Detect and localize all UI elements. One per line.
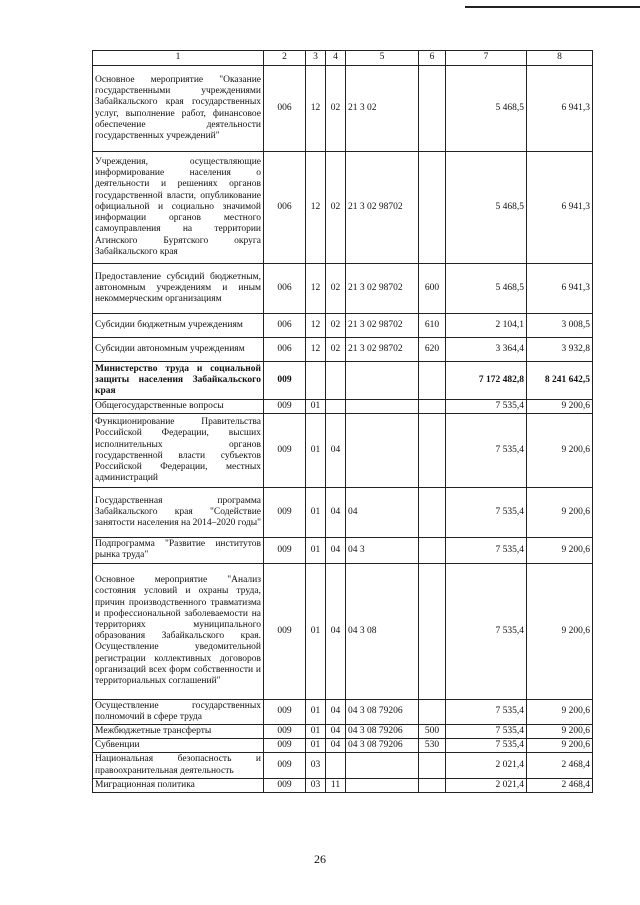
ministry-code-cell: 009 [264,739,306,753]
subsection-code-cell: 02 [326,152,346,264]
amount-year1-cell: 2 021,4 [446,753,527,778]
row-name-cell: Субсидии бюджетным учреждениям [93,314,264,338]
subsection-code-cell: 02 [326,338,346,362]
section-code-cell: 01 [306,699,326,724]
amount-year2-cell: 9 200,6 [527,538,593,563]
table-row [93,338,593,362]
row-name-cell: Функционирование Правительства Российской Федерации, высших исполнительных органов государственной власти субъектов Российской Федерации, местных администраций [93,414,264,488]
target-article-cell: 04 3 08 79206 [346,739,419,753]
section-code-cell: 01 [306,414,326,488]
section-code-cell [306,362,326,400]
expense-type-cell [419,152,446,264]
ministry-code-cell: 009 [264,488,306,538]
expense-type-cell [419,699,446,724]
section-code-cell: 01 [306,725,326,739]
section-code-cell: 12 [306,338,326,362]
table-row [93,152,593,264]
subsection-code-cell: 04 [326,699,346,724]
subsection-code-cell [326,753,346,778]
row-name-cell: Учреждения, осуществляющие информирование населения о деятельности и решениях органов государственной власти, опубликование официальной и социально значимой информации органов местного самоуправления на территории Агинского Бурятского округа Забайкальского края [93,152,264,264]
subsection-code-cell: 04 [326,739,346,753]
section-code-cell: 12 [306,264,326,314]
header-cell: 5 [346,51,419,66]
amount-year2-cell: 2 468,4 [527,778,593,792]
amount-year2-cell: 8 241 642,5 [527,362,593,400]
top-rule [465,6,640,8]
ministry-code-cell: 006 [264,314,306,338]
row-name-cell: Межбюджетные трансферты [93,725,264,739]
target-article-cell: 21 3 02 [346,66,419,152]
ministry-code-cell: 009 [264,414,306,488]
section-code-cell: 01 [306,538,326,563]
row-name-cell: Министерство труда и социальной защиты населения Забайкальского края [93,362,264,400]
target-article-cell: 21 3 02 98702 [346,264,419,314]
row-name-cell: Основное мероприятие "Анализ состояния условий и охраны труда, причин производственного травматизма и профессиональной заболеваемости на территориях муниципального образования Забайкальского края. Осуществление уведомительной регистрации коллективных договоров организаций всех форм собственности и территориальных соглашений" [93,563,264,699]
amount-year2-cell: 9 200,6 [527,414,593,488]
table-row [93,362,593,400]
ministry-code-cell: 009 [264,753,306,778]
amount-year1-cell: 2 104,1 [446,314,527,338]
table-row [93,753,593,778]
expense-type-cell [419,778,446,792]
section-code-cell: 03 [306,778,326,792]
expense-type-cell [419,400,446,414]
section-code-cell: 12 [306,314,326,338]
row-name-cell: Национальная безопасность и правоохранительная деятельность [93,753,264,778]
amount-year2-cell: 9 200,6 [527,563,593,699]
row-name-cell: Осуществление государственных полномочий в сфере труда [93,699,264,724]
expense-type-cell [419,538,446,563]
table-row [93,563,593,699]
amount-year1-cell: 7 172 482,8 [446,362,527,400]
amount-year2-cell: 9 200,6 [527,739,593,753]
amount-year1-cell: 7 535,4 [446,538,527,563]
expense-type-cell: 620 [419,338,446,362]
amount-year1-cell: 7 535,4 [446,400,527,414]
row-name-cell: Предоставление субсидий бюджетным, автономным учреждениям и иным некоммерческим организациям [93,264,264,314]
amount-year2-cell: 3 008,5 [527,314,593,338]
subsection-code-cell: 02 [326,66,346,152]
amount-year2-cell: 2 468,4 [527,753,593,778]
table-row [93,538,593,563]
expense-type-cell [419,362,446,400]
amount-year1-cell: 7 535,4 [446,699,527,724]
target-article-cell: 21 3 02 98702 [346,338,419,362]
expense-type-cell [419,563,446,699]
row-name-cell: Государственная программа Забайкальского края "Содействие занятости населения на 2014–2020 годы" [93,488,264,538]
table-row [93,739,593,753]
target-article-cell: 21 3 02 98702 [346,152,419,264]
section-code-cell: 01 [306,563,326,699]
row-name-cell: Основное мероприятие "Оказание государственными учреждениями Забайкальского края государственных услуг, выполнение работ, финансовое обеспечение деятельности государственных учреждений" [93,66,264,152]
header-cell: 6 [419,51,446,66]
row-name-cell: Подпрограмма "Развитие институтов рынка труда" [93,538,264,563]
header-cell: 1 [93,51,264,66]
ministry-code-cell: 006 [264,264,306,314]
table-row [93,725,593,739]
expense-type-cell: 530 [419,739,446,753]
subsection-code-cell [326,400,346,414]
section-code-cell: 12 [306,152,326,264]
amount-year1-cell: 7 535,4 [446,563,527,699]
table-header-row [93,51,593,66]
amount-year1-cell: 7 535,4 [446,739,527,753]
header-cell: 3 [306,51,326,66]
table-row [93,314,593,338]
table-row [93,778,593,792]
ministry-code-cell: 006 [264,66,306,152]
amount-year1-cell: 7 535,4 [446,414,527,488]
target-article-cell [346,414,419,488]
amount-year2-cell: 6 941,3 [527,66,593,152]
amount-year2-cell: 6 941,3 [527,264,593,314]
table-row [93,488,593,538]
subsection-code-cell: 02 [326,264,346,314]
section-code-cell: 03 [306,753,326,778]
amount-year1-cell: 2 021,4 [446,778,527,792]
header-cell: 2 [264,51,306,66]
amount-year1-cell: 5 468,5 [446,152,527,264]
ministry-code-cell: 006 [264,152,306,264]
row-name-cell: Миграционная политика [93,778,264,792]
expense-type-cell [419,66,446,152]
header-cell: 7 [446,51,527,66]
subsection-code-cell [326,362,346,400]
table-row [93,66,593,152]
ministry-code-cell: 009 [264,400,306,414]
amount-year1-cell: 5 468,5 [446,264,527,314]
amount-year2-cell: 3 932,8 [527,338,593,362]
expense-type-cell [419,488,446,538]
target-article-cell: 04 [346,488,419,538]
amount-year1-cell: 5 468,5 [446,66,527,152]
section-code-cell: 01 [306,400,326,414]
subsection-code-cell: 02 [326,314,346,338]
target-article-cell: 04 3 08 [346,563,419,699]
table-row [93,264,593,314]
header-cell: 4 [326,51,346,66]
header-cell: 8 [527,51,593,66]
row-name-cell: Общегосударственные вопросы [93,400,264,414]
section-code-cell: 01 [306,488,326,538]
expense-type-cell [419,414,446,488]
target-article-cell [346,753,419,778]
amount-year2-cell: 9 200,6 [527,725,593,739]
expense-type-cell: 500 [419,725,446,739]
subsection-code-cell: 04 [326,538,346,563]
subsection-code-cell: 04 [326,488,346,538]
ministry-code-cell: 009 [264,563,306,699]
table-row [93,414,593,488]
row-name-cell: Субсидии автономным учреждениям [93,338,264,362]
section-code-cell: 01 [306,739,326,753]
expense-type-cell: 600 [419,264,446,314]
amount-year2-cell: 9 200,6 [527,699,593,724]
expense-type-cell [419,753,446,778]
target-article-cell: 21 3 02 98702 [346,314,419,338]
target-article-cell: 04 3 08 79206 [346,699,419,724]
ministry-code-cell: 009 [264,362,306,400]
ministry-code-cell: 009 [264,538,306,563]
section-code-cell: 12 [306,66,326,152]
amount-year2-cell: 9 200,6 [527,400,593,414]
ministry-code-cell: 009 [264,778,306,792]
budget-table [92,50,593,793]
ministry-code-cell: 006 [264,338,306,362]
ministry-code-cell: 009 [264,725,306,739]
target-article-cell: 04 3 08 79206 [346,725,419,739]
expense-type-cell: 610 [419,314,446,338]
ministry-code-cell: 009 [264,699,306,724]
target-article-cell [346,400,419,414]
table-row [93,400,593,414]
page-number: 26 [314,852,326,866]
amount-year1-cell: 3 364,4 [446,338,527,362]
table-row [93,699,593,724]
amount-year2-cell: 6 941,3 [527,152,593,264]
row-name-cell: Субвенции [93,739,264,753]
target-article-cell: 04 3 [346,538,419,563]
subsection-code-cell: 04 [326,414,346,488]
target-article-cell [346,362,419,400]
target-article-cell [346,778,419,792]
subsection-code-cell: 04 [326,725,346,739]
amount-year1-cell: 7 535,4 [446,488,527,538]
amount-year1-cell: 7 535,4 [446,725,527,739]
subsection-code-cell: 11 [326,778,346,792]
subsection-code-cell: 04 [326,563,346,699]
amount-year2-cell: 9 200,6 [527,488,593,538]
